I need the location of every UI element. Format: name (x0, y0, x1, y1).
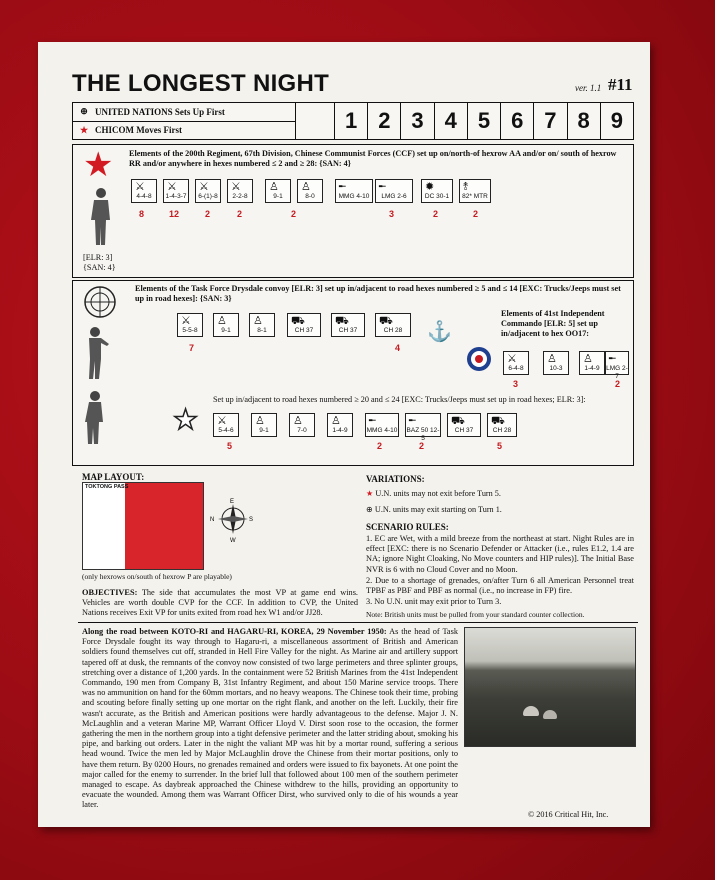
historical-text (82, 627, 458, 811)
ccf-count-1437: 12 (169, 209, 180, 219)
scenario-card (38, 42, 650, 827)
ccf-count-leaders: 2 (291, 209, 297, 219)
svg-text:S: S (249, 517, 254, 523)
un-counter-leader-81: ♙ 8-1 (249, 313, 275, 337)
second-count-squads: 5 (227, 441, 233, 451)
turn-8: 8 (568, 103, 601, 139)
un-count-squads: 7 (189, 343, 195, 353)
white-star-icon: ★ (173, 405, 199, 436)
un-emblem-icon (83, 285, 117, 319)
second-counter-truck: ⛟ CH 37 (447, 413, 481, 437)
turn-1: 1 (335, 103, 368, 139)
ccf-counter-dc: ✹ DC 30-1 (421, 179, 453, 203)
scenario-title: THE LONGEST NIGHT (72, 70, 330, 97)
turn-4: 4 (435, 103, 468, 139)
second-count-bazooka: 2 (419, 441, 425, 451)
red-star-icon: ★ (83, 147, 114, 184)
un-counter-truck-1: ⛟ CH 37 (287, 313, 321, 337)
ccf-counter-mortar: ⥉ 82* MTR (459, 179, 491, 203)
chinese-soldier-icon (87, 187, 115, 247)
scenario-id: #11 (608, 75, 633, 94)
ccf-counter-crew-228: ⚔ 2-2-8 (227, 179, 253, 203)
red-star-icon: ★ (79, 124, 89, 135)
objectives (82, 588, 358, 619)
historical-body: As the head of Task Force Drysdale fought its way through to Hagaru-ri, a miscellaneous assortment of British and American soldiers found themselves cut off, stranded in Hell Fire Valley for the night. As Marine air and artillery support tapered off at dusk, the remnants of the convoy now consisted of two large perimeters and three splinter groups, stretching over a distance of 1,200 yards. In the containment were 52 British Marines from the 41st Independent Commando, 190 men from Company B, 31st Infantry Regiment, and about 150 Marine service troops. There was no ammunition on hand for the 60mm mortars, and no heavy weapons. The Chinese took their time, probing and scouting before finally setting up one mortar on the right flank, and another on the left. Luckily, their fire wasn't accurate, as the British and American positions were hardly advantageous to the defense. Major J. N. McLaughlin and a veteran Marine MP, Warrant Officer Lloyd V. Dirst soon rose to the occasion, the former gathering the men in the northern group into a tight defensive perimeter and the latter striding about, smoking his pipe, and barking out orders. Later in the night the valiant MP was hit by a mortar round, suffering a serious head wound. Twice the men led by Major McLaughlin drove the Chinese from their mortar positions, only to have them return. By 0200 Hours, no grenades remained and orders were issued to fix bayonets. At one point the major called for the enemy to surrender. In the brief lull that followed about 100 men of the southern perimeter managed to escape. As daybreak approached the Chinese withdrew to the hills, providing an opportunity to evacuate the wounded. Among them was Warrant Officer Dirst, who survived only to die of his wounds a year later. (82, 627, 458, 810)
chicom-move-label: CHICOM Moves First (95, 125, 182, 136)
ccf-count-mortar: 2 (473, 209, 479, 219)
history-divider (78, 622, 638, 623)
un-count-vehicles: 4 (395, 343, 401, 353)
second-count-mmg: 2 (377, 441, 383, 451)
ccf-san: {SAN: 4} (83, 263, 116, 272)
ccf-elr: [ELR: 3] (83, 253, 113, 262)
variation-2-text: U.N. units may exit starting on Turn 1. (374, 505, 502, 514)
ccf-count-squads: 8 (139, 209, 145, 219)
svg-text:N: N (210, 517, 215, 523)
ccf-count-hs: 2 (205, 209, 211, 219)
commando-counter-leader-149: ♙ 1-4-9 (579, 351, 605, 375)
variation-1-text: U.N. units may not exit before Turn 5. (375, 489, 501, 498)
scenario-rule-3: 3. No U.N. unit may exit prior to Turn 3. (366, 597, 502, 606)
map-layout-header: MAP LAYOUT: (82, 472, 145, 482)
second-counter-squad: ⚔ 5-4-6 (213, 413, 239, 437)
second-counter-jeep: ⛟ CH 28 (487, 413, 517, 437)
svg-text:E: E (230, 499, 235, 505)
second-counter-mmg: ╾ MMG 4-10 (365, 413, 399, 437)
ccf-count-crew: 2 (237, 209, 243, 219)
second-counter-leader-70: ♙ 7-0 (289, 413, 315, 437)
copyright: © 2016 Critical Hit, Inc. (528, 810, 609, 819)
commando-count-lmg: 2 (615, 379, 621, 389)
turn-track-blank (296, 103, 335, 139)
un-emblem-icon: ⊕ (366, 505, 373, 514)
commando-counter-leader-103: ♙ 10-3 (543, 351, 569, 375)
turn-3: 3 (401, 103, 434, 139)
raf-roundel-icon (467, 347, 491, 371)
scenario-rules-header: SCENARIO RULES: (366, 522, 449, 532)
commando-setup-text: Elements of 41st Independent Commando [ELR: 5] set up in/adjacent to hex OO17: (501, 309, 605, 338)
un-counter-jeep: ⛟ CH 28 (375, 313, 411, 337)
chicom-move-row (73, 121, 295, 140)
ccf-count-lmg: 3 (389, 209, 395, 219)
variation-1 (366, 489, 501, 499)
historical-photo (464, 627, 636, 747)
ccf-setup-text: Elements of the 200th Regiment, 67th Division, Chinese Communist Forces (CCF) set up on/north-of hexrow AA and/or on/ south of hexrow RR and/or anywhere in hexes numbered ≤ 2 and ≥ 28: {SAN: 4} (129, 149, 617, 168)
turn-track-sides (73, 103, 296, 139)
map-layout-note: (only hexrows on/south of hexrow P are playable) (82, 572, 232, 581)
variations-header: VARIATIONS: (366, 474, 425, 484)
scenario-rule-1: 1. EC are Wet, with a mild breeze from the northeast at start. Night Rules are in effect [EXC: there is no Scenario Defender or Attacker (i.e., rules E1.2, 1.4 are NA; ignore Night Cloaking, No Move counters and HIP rules)]. The Initial Base NVR is 6 with no Cloud Cover and no Moon. (366, 534, 634, 574)
objectives-label: OBJECTIVES: (82, 588, 138, 597)
objectives-text: The side that accumulates the most VP at game end wins. Vehicles are worth double CVP for the CCF. In addition to CVP, the United Nations receives Exit VP for units exited from road hex W1 and/or JJ28. (82, 588, 358, 618)
un-setup-label: UNITED NATIONS Sets Up First (95, 106, 225, 117)
un-counter-leader-91: ♙ 9-1 (213, 313, 239, 337)
ccf-counter-lmg: ╾ LMG 2-6 (375, 179, 413, 203)
un-counter-squad-558: ⚔ 5-5-8 (177, 313, 203, 337)
second-group-text: Set up in/adjacent to road hexes numbered ≥ 20 and ≤ 24 [EXC: Trucks/Jeeps must set up in road hexes; ELR: 3]: (213, 395, 586, 404)
commando-counter-squad: ⚔ 6-4-8 (503, 351, 529, 375)
turn-7: 7 (534, 103, 567, 139)
ccf-counter-leader-80: ♙ 8-0 (297, 179, 323, 203)
scenario-note: Note: British units must be pulled from your standard counter collection. (366, 610, 585, 619)
variation-2 (366, 505, 502, 515)
commando-counter-lmg: ╾ LMG 2-7 (606, 353, 628, 380)
un-setup-panel (72, 280, 634, 466)
usmc-emblem-icon: ⚓ (427, 321, 452, 343)
compass-icon (210, 496, 256, 542)
ccf-counter-hs-618: ⚔ 6-(1)-8 (195, 179, 221, 203)
red-star-icon: ★ (366, 489, 374, 498)
turn-2: 2 (368, 103, 401, 139)
helmet-shape (523, 706, 539, 716)
british-soldier-icon (81, 389, 115, 445)
un-setup-row (73, 103, 295, 121)
second-counter-bazooka: ╾ BAZ 50 12-5 (406, 415, 440, 442)
us-soldier-icon (81, 325, 115, 381)
historical-heading: Along the road between KOTO-RI and HAGARU-RI, KOREA, 29 November 1950: (82, 627, 387, 636)
second-count-jeep: 5 (497, 441, 503, 451)
second-counter-leader-149: ♙ 1-4-9 (327, 413, 353, 437)
turn-6: 6 (501, 103, 534, 139)
svg-text:W: W (230, 538, 236, 542)
ccf-counter-squad-448: ⚔ 4-4-8 (131, 179, 157, 203)
scenario-rule-2: 2. Due to a shortage of grenades, on/after Turn 6 all American Personnel treat TPBF as PBF and PBF as normal (i.e., no increase in FP) fire. (366, 576, 634, 596)
ccf-counter-leader-91: ♙ 9-1 (265, 179, 291, 203)
un-setup-text: Elements of the Task Force Drysdale convoy [ELR: 3] set up in/adjacent to road hexes numbered ≥ 5 and ≤ 14 [EXC: Trucks/Jeeps must set up in road hexes]: {SAN: 3} (135, 284, 621, 303)
commando-count-squads: 3 (513, 379, 519, 389)
ccf-setup-panel (72, 144, 634, 278)
map-board (82, 482, 204, 570)
turn-track (72, 102, 634, 140)
map-board-label: TOKTONG PASS (85, 484, 129, 490)
un-emblem-icon: ⊕ (80, 106, 88, 117)
version-label: ver. 1.1 (575, 83, 602, 93)
ccf-counter-squad-1437: ⚔ 1-4-3-7 (163, 179, 189, 203)
helmet-shape (543, 710, 557, 719)
turn-5: 5 (468, 103, 501, 139)
turn-9: 9 (610, 108, 623, 133)
un-counter-truck-2: ⛟ CH 37 (331, 313, 365, 337)
second-counter-leader-91: ♙ 9-1 (251, 413, 277, 437)
ccf-counter-mmg: ╾ MMG 4-10 (335, 179, 373, 203)
map-playable-strip (83, 483, 125, 569)
ccf-count-dc: 2 (433, 209, 439, 219)
